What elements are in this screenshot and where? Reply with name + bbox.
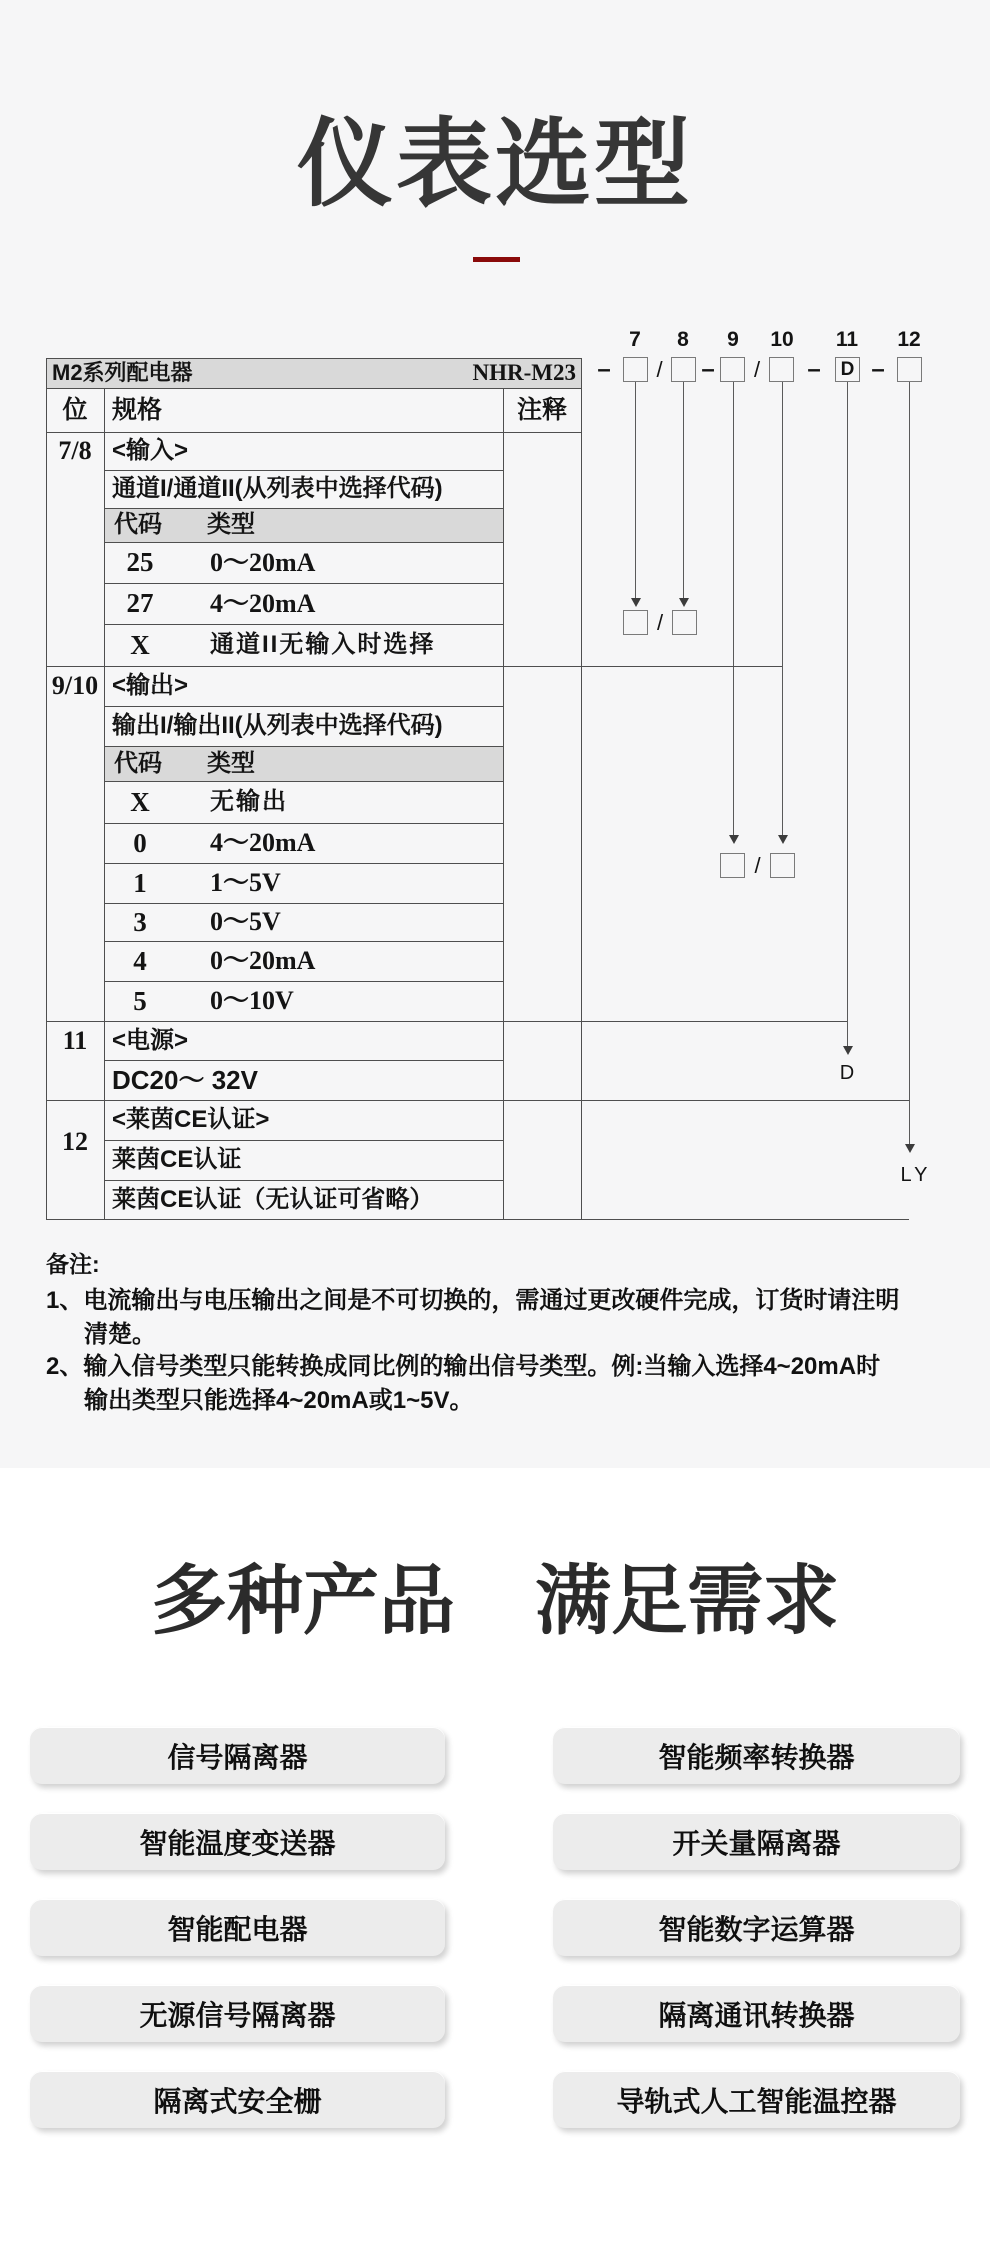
table-border-left — [46, 358, 47, 1220]
ce-code-label: LY — [900, 1164, 932, 1186]
code-cell: 27 — [126, 588, 154, 618]
product-button-rail-temp-controller[interactable]: 导轨式人工智能温控器 — [553, 2071, 960, 2128]
section-extension-line — [581, 1100, 909, 1101]
code-separator-dash: – — [871, 356, 885, 383]
notes-line-4: 输出类型只能选择4~20mA或1~5V。 — [84, 1387, 474, 1414]
type-cell: 无输出 — [210, 788, 288, 815]
section-extension-line — [581, 1219, 909, 1220]
row-line — [104, 508, 503, 509]
title-accent-bar — [473, 257, 520, 262]
product-button-passive-isolator[interactable]: 无源信号隔离器 — [30, 1985, 445, 2042]
arrow-icon — [905, 1144, 915, 1153]
pos-12: 12 — [62, 1127, 88, 1156]
code-cell: 3 — [133, 907, 147, 937]
row-line — [104, 981, 503, 982]
drop-line-11 — [847, 382, 848, 1046]
col-header-pos: 位 — [62, 396, 88, 424]
output-subtitle: 输出I/输出II(从列表中选择代码) — [112, 712, 443, 739]
input-subheader-code: 代码 — [114, 511, 162, 538]
product-button-safety-barrier[interactable]: 隔离式安全栅 — [30, 2071, 445, 2128]
input-subtitle: 通道I/通道II(从列表中选择代码) — [112, 475, 443, 502]
code-cell: 4 — [133, 946, 147, 976]
input-subheader-fill — [104, 508, 503, 542]
code-cell: 25 — [126, 547, 154, 577]
products-heading — [0, 1540, 990, 1649]
drop-line-9 — [733, 382, 734, 835]
code-cell: 1 — [133, 868, 147, 898]
code-box-8 — [671, 357, 696, 382]
row-line — [104, 863, 503, 864]
products-heading-left: 多种产品 — [151, 1559, 455, 1644]
section-extension-line — [581, 1021, 847, 1022]
col-divider-note — [503, 388, 504, 1220]
pos-7-8: 7/8 — [58, 436, 92, 465]
output-subheader-type: 类型 — [207, 750, 255, 777]
type-cell: 通道II无输入时选择 — [210, 631, 436, 658]
code-separator-dash: – — [701, 356, 715, 383]
ce-title: <莱茵CE认证> — [112, 1106, 270, 1133]
table-border-right — [581, 358, 582, 1220]
notes-line-3: 2、输入信号类型只能转换成同比例的输出信号类型。例:当输入选择4~20mA时 — [46, 1353, 881, 1380]
model-table — [46, 358, 582, 1220]
code-box-10 — [769, 357, 794, 382]
input-title: <输入> — [112, 437, 189, 464]
product-button-frequency-converter[interactable]: 智能频率转换器 — [553, 1727, 960, 1784]
digit-label-9: 9 — [727, 328, 739, 351]
row-line — [104, 746, 503, 747]
type-cell: 1～5V — [210, 868, 281, 897]
section-extension-line — [581, 666, 782, 667]
arrow-icon — [843, 1046, 853, 1055]
code-cell: X — [130, 630, 150, 660]
type-cell: 0～20mA — [210, 548, 316, 577]
output-target-box-1 — [720, 853, 745, 878]
products-heading-right: 满足需求 — [535, 1559, 839, 1644]
col-header-note: 注释 — [516, 396, 567, 424]
type-cell: 0～20mA — [210, 946, 316, 975]
pair-slash: / — [656, 610, 664, 635]
row-line — [104, 903, 503, 904]
series-label: M2系列配电器 — [52, 360, 193, 385]
product-button-digital-calculator[interactable]: 智能数字运算器 — [553, 1899, 960, 1956]
input-subheader-type: 类型 — [207, 511, 255, 538]
input-target-box-2 — [672, 610, 697, 635]
drop-line-10 — [782, 382, 783, 835]
code-box-12 — [897, 357, 922, 382]
digit-label-12: 12 — [897, 328, 921, 351]
notes-line-1: 1、电流输出与电压输出之间是不可切换的，需通过更改硬件完成，订货时请注明 — [46, 1287, 900, 1314]
code-separator-slash: / — [656, 357, 663, 382]
row-line — [104, 781, 503, 782]
product-button-smart-distributor[interactable]: 智能配电器 — [30, 1899, 445, 1956]
code-separator-dash: – — [807, 356, 821, 383]
power-title: <电源> — [112, 1027, 189, 1054]
code-box-11-d: D — [835, 357, 860, 382]
code-separator-slash: / — [753, 357, 761, 382]
arrow-icon — [631, 598, 641, 607]
col-divider-pos — [104, 388, 105, 1220]
type-cell: 0～5V — [210, 907, 281, 936]
digit-label-7: 7 — [629, 328, 641, 351]
digit-label-11: 11 — [835, 328, 859, 351]
pos-11: 11 — [62, 1026, 88, 1055]
code-cell: 0 — [133, 828, 147, 858]
ce-row-1: 莱茵CE认证 — [112, 1146, 242, 1173]
product-button-signal-isolator[interactable]: 信号隔离器 — [30, 1727, 445, 1784]
output-subheader-code: 代码 — [114, 750, 162, 777]
product-button-temp-transmitter[interactable]: 智能温度变送器 — [30, 1813, 445, 1870]
col-header-spec: 规格 — [112, 396, 163, 424]
code-cell: X — [130, 787, 150, 817]
ce-row-2: 莱茵CE认证（无认证可省略） — [112, 1186, 434, 1213]
table-border-bottom — [46, 1219, 582, 1220]
drop-line-8 — [683, 382, 684, 598]
notes-heading: 备注: — [46, 1251, 100, 1277]
output-subheader-fill — [104, 746, 503, 781]
code-cell: 5 — [133, 986, 147, 1016]
pair-slash: / — [754, 853, 761, 878]
code-box-9 — [720, 357, 745, 382]
output-title: <输出> — [112, 672, 189, 699]
arrow-icon — [778, 835, 788, 844]
drop-line-7 — [635, 382, 636, 598]
model-code: NHR-M23 — [472, 360, 576, 385]
notes-line-2: 清楚。 — [84, 1321, 156, 1348]
power-code-label: D — [839, 1062, 855, 1084]
arrow-icon — [729, 835, 739, 844]
code-separator-dash: – — [597, 356, 611, 383]
drop-line-12 — [909, 382, 910, 1144]
product-button-comm-converter[interactable]: 隔离通讯转换器 — [553, 1985, 960, 2042]
type-cell: 4～20mA — [210, 589, 316, 618]
pos-9-10: 9/10 — [51, 671, 99, 700]
page-title: 仪表选型 — [297, 111, 693, 218]
code-box-7 — [623, 357, 648, 382]
product-button-switch-isolator[interactable]: 开关量隔离器 — [553, 1813, 960, 1870]
output-target-box-2 — [770, 853, 795, 878]
type-cell: 0～10V — [210, 986, 294, 1015]
digit-label-8: 8 — [677, 328, 689, 351]
arrow-icon — [679, 598, 689, 607]
input-target-box-1 — [623, 610, 648, 635]
digit-label-10: 10 — [770, 328, 794, 351]
type-cell: 4～20mA — [210, 828, 316, 857]
power-value: DC20～ 32V — [112, 1065, 258, 1095]
